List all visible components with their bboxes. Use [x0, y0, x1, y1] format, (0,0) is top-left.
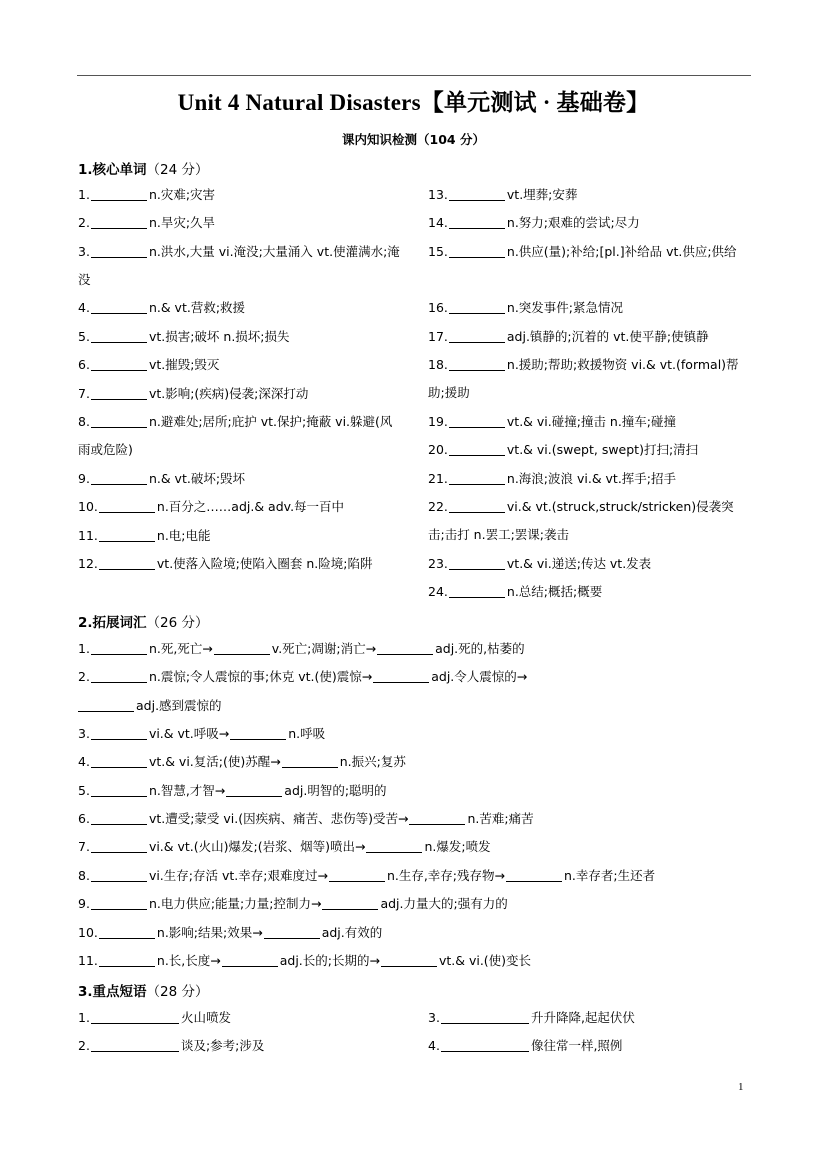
- answer-blank[interactable]: [441, 1038, 529, 1052]
- vocab-item: 2. n.震惊;令人震惊的事;休克 vt.(使)震惊→ adj.令人震惊的→: [78, 669, 528, 684]
- answer-blank[interactable]: [91, 754, 147, 768]
- section-heading-key-phrases: 3.重点短语（28 分）: [78, 984, 209, 1000]
- answer-blank[interactable]: [377, 641, 433, 655]
- answer-blank[interactable]: [91, 1010, 179, 1024]
- answer-blank[interactable]: [91, 386, 147, 400]
- answer-blank[interactable]: [449, 329, 505, 343]
- answer-blank[interactable]: [99, 953, 155, 967]
- phrase-item: 4. 像往常一样,照例: [428, 1038, 623, 1053]
- answer-blank[interactable]: [226, 783, 282, 797]
- core-word-item: 23. vt.& vi.递送;传达 vt.发表: [428, 556, 652, 571]
- core-word-item: 7. vt.影响;(疾病)侵袭;深深打动: [78, 386, 309, 401]
- answer-blank[interactable]: [99, 528, 155, 542]
- answer-blank[interactable]: [381, 953, 437, 967]
- answer-blank[interactable]: [506, 868, 562, 882]
- answer-blank[interactable]: [91, 215, 147, 229]
- core-word-item: 1. n.灾难;灾害: [78, 187, 216, 202]
- vocab-item: 1. n.死,死亡→ v.死亡;凋谢;消亡→ adj.死的,枯萎的: [78, 641, 525, 656]
- answer-blank[interactable]: [449, 357, 505, 371]
- core-word-item: 10. n.百分之……adj.& adv.每一百中: [78, 499, 345, 514]
- answer-blank[interactable]: [99, 556, 155, 570]
- answer-blank[interactable]: [366, 839, 422, 853]
- answer-blank[interactable]: [91, 641, 147, 655]
- answer-blank[interactable]: [78, 698, 134, 712]
- answer-blank[interactable]: [322, 896, 378, 910]
- phrase-item: 2. 谈及;参考;涉及: [78, 1038, 265, 1053]
- core-word-item: 2. n.旱灾;久旱: [78, 215, 216, 230]
- vocab-item-continued: adj.感到震惊的: [78, 692, 222, 720]
- answer-blank[interactable]: [282, 754, 338, 768]
- core-word-item: 16. n.突发事件;紧急情况: [428, 300, 623, 315]
- answer-blank[interactable]: [91, 868, 147, 882]
- core-word-item: 13. vt.埋葬;安葬: [428, 187, 578, 202]
- core-word-item: 15. n.供应(量);补给;[pl.]补给品 vt.供应;供给: [428, 244, 737, 259]
- vocab-item: 7. vi.& vt.(火山)爆发;(岩浆、烟等)喷出→ n.爆发;喷发: [78, 839, 491, 854]
- page-title: Unit 4 Natural Disasters【单元测试 · 基础卷】: [177, 90, 650, 115]
- answer-blank[interactable]: [449, 499, 505, 513]
- core-word-item: 20. vt.& vi.(swept, swept)打扫;清扫: [428, 442, 699, 457]
- answer-blank[interactable]: [91, 244, 147, 258]
- answer-blank[interactable]: [329, 868, 385, 882]
- answer-blank[interactable]: [91, 471, 147, 485]
- core-word-item: 18. n.援助;帮助;救援物资 vi.& vt.(formal)帮助;援助: [428, 357, 739, 400]
- answer-blank[interactable]: [449, 442, 505, 456]
- answer-blank[interactable]: [91, 300, 147, 314]
- vocab-item: 8. vi.生存;存活 vt.幸存;艰难度过→ n.生存,幸存;残存物→ n.幸存者;生还者: [78, 868, 656, 883]
- phrase-item: 3. 升升降降,起起伏伏: [428, 1010, 635, 1025]
- answer-blank[interactable]: [91, 414, 147, 428]
- core-word-item: 3. n.洪水,大量 vi.淹没;大量涌入 vt.使灌满水;淹没: [78, 244, 400, 287]
- core-word-item: 22. vi.& vt.(struck,struck/stricken)侵袭突击;击打 n.罢工;罢课;袭击: [428, 499, 734, 542]
- answer-blank[interactable]: [99, 925, 155, 939]
- answer-blank[interactable]: [449, 215, 505, 229]
- core-word-item: 21. n.海浪;波浪 vi.& vt.挥手;招手: [428, 471, 677, 486]
- answer-blank[interactable]: [222, 953, 278, 967]
- answer-blank[interactable]: [449, 414, 505, 428]
- answer-blank[interactable]: [409, 811, 465, 825]
- page-subtitle: 课内知识检测（104 分）: [342, 132, 485, 147]
- vocab-item: 5. n.智慧,才智→ adj.明智的;聪明的: [78, 783, 387, 798]
- core-word-item: 12. vt.使落入险境;使陷入圈套 n.险境;陷阱: [78, 556, 373, 571]
- answer-blank[interactable]: [449, 584, 505, 598]
- core-word-item: 17. adj.镇静的;沉着的 vt.使平静;使镇静: [428, 329, 709, 344]
- vocab-item: 10. n.影响;结果;效果→ adj.有效的: [78, 925, 383, 940]
- vocab-item: 3. vi.& vt.呼吸→ n.呼吸: [78, 726, 326, 741]
- core-word-item: 24. n.总结;概括;概要: [428, 584, 603, 599]
- core-word-item: 19. vt.& vi.碰撞;撞击 n.撞车;碰撞: [428, 414, 677, 429]
- core-word-item: 5. vt.损害;破坏 n.损坏;损失: [78, 329, 290, 344]
- phrase-item: 1. 火山喷发: [78, 1010, 231, 1025]
- answer-blank[interactable]: [91, 329, 147, 343]
- vocab-item: 6. vt.遭受;蒙受 vi.(因疾病、痛苦、悲伤等)受苦→ n.苦难;痛苦: [78, 811, 534, 826]
- answer-blank[interactable]: [449, 300, 505, 314]
- answer-blank[interactable]: [91, 811, 147, 825]
- header-rule: [77, 75, 751, 76]
- answer-blank[interactable]: [91, 1038, 179, 1052]
- answer-blank[interactable]: [91, 783, 147, 797]
- core-word-item: 14. n.努力;艰难的尝试;尽力: [428, 215, 640, 230]
- answer-blank[interactable]: [91, 896, 147, 910]
- page-number: 1: [738, 1081, 744, 1093]
- vocab-item: 11. n.长,长度→ adj.长的;长期的→ vt.& vi.(使)变长: [78, 953, 532, 968]
- answer-blank[interactable]: [373, 669, 429, 683]
- answer-blank[interactable]: [449, 187, 505, 201]
- answer-blank[interactable]: [91, 726, 147, 740]
- core-word-item: 11. n.电;电能: [78, 528, 211, 543]
- answer-blank[interactable]: [441, 1010, 529, 1024]
- answer-blank[interactable]: [230, 726, 286, 740]
- core-word-item: 4. n.& vt.营救;救援: [78, 300, 246, 315]
- core-word-item: 8. n.避难处;居所;庇护 vt.保护;掩蔽 vi.躲避(风雨或危险): [78, 414, 393, 457]
- answer-blank[interactable]: [91, 357, 147, 371]
- answer-blank[interactable]: [264, 925, 320, 939]
- answer-blank[interactable]: [449, 244, 505, 258]
- core-word-item: 6. vt.摧毁;毁灭: [78, 357, 220, 372]
- answer-blank[interactable]: [214, 641, 270, 655]
- section-heading-extended-vocab: 2.拓展词汇（26 分）: [78, 615, 209, 631]
- answer-blank[interactable]: [99, 499, 155, 513]
- vocab-item: 4. vt.& vi.复活;(使)苏醒→ n.振兴;复苏: [78, 754, 406, 769]
- vocab-item: 9. n.电力供应;能量;力量;控制力→ adj.力量大的;强有力的: [78, 896, 508, 911]
- answer-blank[interactable]: [449, 556, 505, 570]
- section-heading-core-words: 1.核心单词（24 分）: [78, 162, 209, 178]
- answer-blank[interactable]: [91, 839, 147, 853]
- answer-blank[interactable]: [91, 669, 147, 683]
- answer-blank[interactable]: [91, 187, 147, 201]
- answer-blank[interactable]: [449, 471, 505, 485]
- core-word-item: 9. n.& vt.破坏;毁坏: [78, 471, 246, 486]
